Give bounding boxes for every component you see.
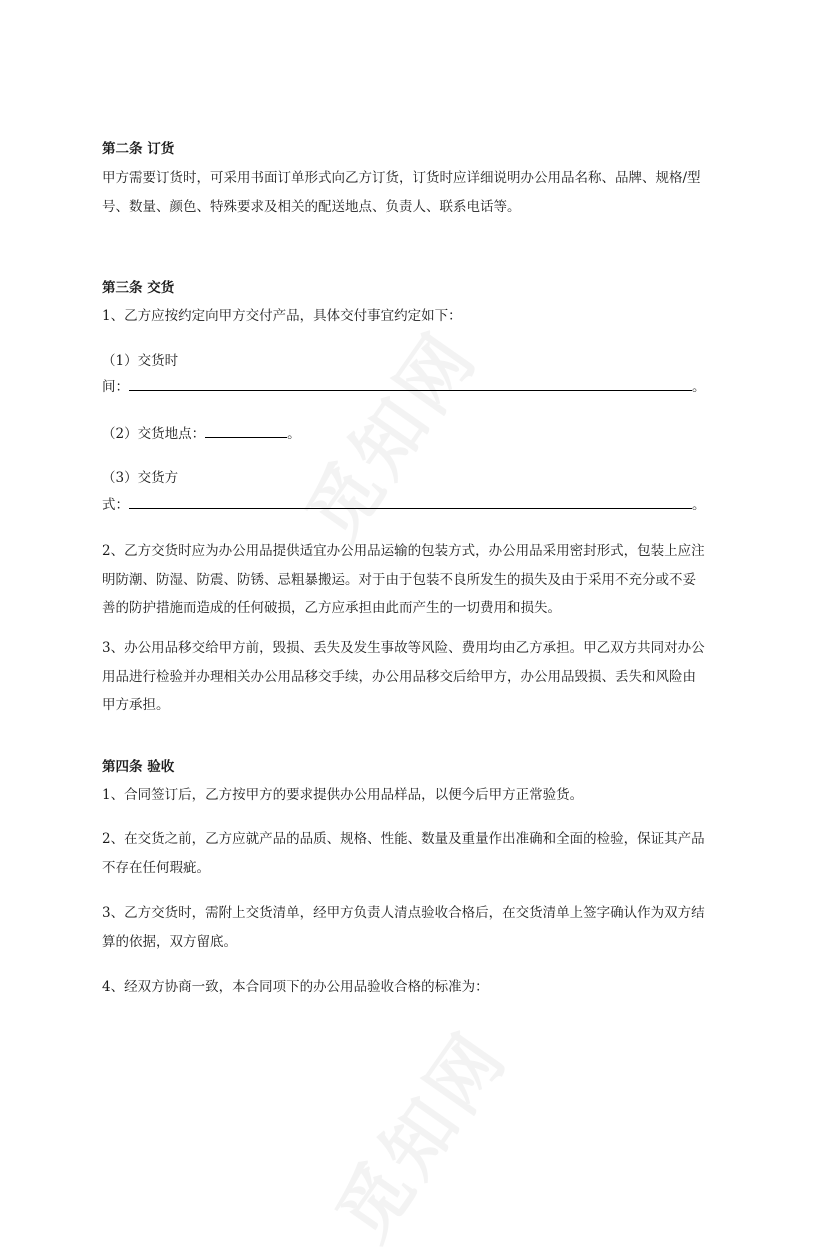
delivery-place-label: （2）交货地点： bbox=[102, 426, 206, 442]
section-title-3: 第三条 交货 bbox=[102, 280, 175, 296]
delivery-method-period: 。 bbox=[692, 497, 706, 513]
section-title-4: 第四条 验收 bbox=[102, 759, 175, 775]
s3-p2-l2: 明防潮、防湿、防震、防锈、忌粗暴搬运。对于由于包装不良所发生的损失及由于采用不充分或不妥 bbox=[102, 572, 696, 588]
s4-p2-l2: 不存在任何瑕疵。 bbox=[102, 860, 210, 876]
delivery-method-row bbox=[102, 493, 706, 513]
s4-p4: 4、经双方协商一致，本合同项下的办公用品验收合格的标准为： bbox=[102, 979, 489, 995]
delivery-method-label-b: 式： bbox=[102, 497, 129, 513]
delivery-time-label: （1）交货时 bbox=[102, 353, 179, 369]
delivery-time-label-b: 间： bbox=[102, 379, 129, 395]
delivery-place-field[interactable] bbox=[205, 423, 287, 438]
delivery-method-field[interactable] bbox=[129, 494, 692, 509]
delivery-time-field[interactable] bbox=[129, 376, 692, 391]
delivery-place-row bbox=[102, 422, 301, 442]
s3-p3-l3: 甲方承担。 bbox=[102, 697, 170, 713]
s3-p2-l1: 2、乙方交货时应为办公用品提供适宜办公用品运输的包装方式，办公用品采用密封形式，包装上应注 bbox=[102, 543, 705, 559]
delivery-method-label: （3）交货方 bbox=[102, 470, 179, 486]
s4-p2-l1: 2、在交货之前，乙方应就产品的品质、规格、性能、数量及重量作出准确和全面的检验，保证其产品 bbox=[102, 831, 705, 847]
s4-p1: 1、合同签订后，乙方按甲方的要求提供办公用品样品，以便今后甲方正常验货。 bbox=[102, 787, 584, 803]
s3-p3-l2: 用品进行检验并办理相关办公用品移交手续，办公用品移交后给甲方，办公用品毁损、丢失和风险由 bbox=[102, 669, 696, 685]
s2-line-1: 甲方需要订货时，可采用书面订单形式向乙方订货，订货时应详细说明办公用品名称、品牌、规格/型 bbox=[102, 170, 701, 186]
delivery-time-row bbox=[102, 375, 706, 395]
s4-p3-l1: 3、乙方交货时，需附上交货清单，经甲方负责人清点验收合格后，在交货清单上签字确认作为双方结 bbox=[102, 905, 705, 921]
delivery-place-period: 。 bbox=[287, 426, 301, 442]
delivery-time-period: 。 bbox=[692, 379, 706, 395]
s3-p2-l3: 善的防护措施而造成的任何破损，乙方应承担由此而产生的一切费用和损失。 bbox=[102, 600, 561, 616]
s3-p1: 1、乙方应按约定向甲方交付产品，具体交付事宜约定如下： bbox=[102, 308, 462, 324]
s4-p3-l2: 算的依据，双方留底。 bbox=[102, 934, 237, 950]
s2-line-2: 号、数量、颜色、特殊要求及相关的配送地点、负责人、联系电话等。 bbox=[102, 199, 521, 215]
watermark-2 bbox=[307, 1006, 526, 1257]
section-title-2: 第二条 订货 bbox=[102, 141, 175, 157]
watermark-1 bbox=[277, 306, 496, 557]
s3-p3-l1: 3、办公用品移交给甲方前，毁损、丢失及发生事故等风险、费用均由乙方承担。甲乙双方共同对办公 bbox=[102, 640, 705, 656]
